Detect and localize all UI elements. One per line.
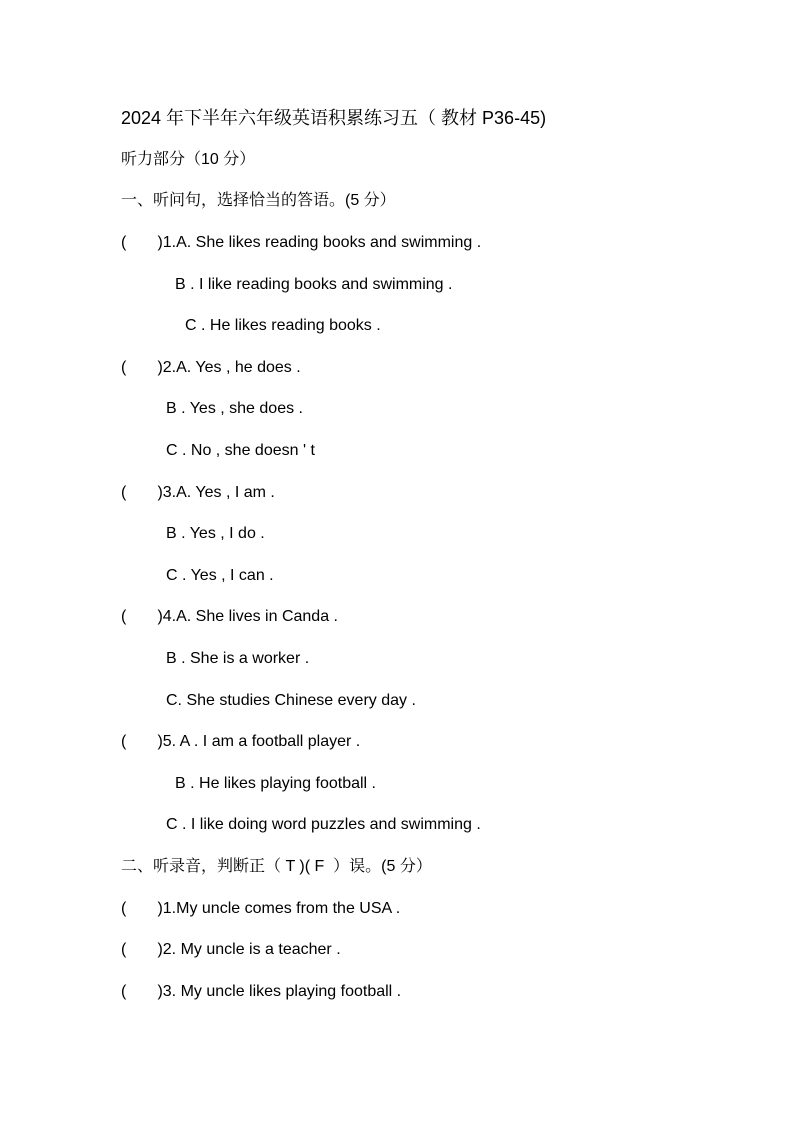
question-1-option-c: C . He likes reading books . (185, 317, 381, 334)
question-3-stem: ( )3.A. Yes , I am . (121, 484, 275, 501)
question-1-option-b: B . I like reading books and swimming . (175, 276, 453, 293)
question-3-option-c: C . Yes , I can . (166, 567, 274, 584)
page-title: 2024 年下半年六年级英语积累练习五（ 教材 P36-45) (121, 108, 547, 128)
question-5-option-b: B . He likes playing football . (175, 775, 376, 792)
question-2-option-c: C . No , she doesn ' t (166, 442, 315, 459)
section1-heading: 一、听问句，选择恰当的答语。(5 分） (121, 192, 396, 209)
question-2-option-b: B . Yes , she does . (166, 400, 303, 417)
judgement-item-1: ( )1.My uncle comes from the USA . (121, 900, 401, 917)
question-5-stem: ( )5. A . I am a football player . (121, 733, 361, 750)
question-4-stem: ( )4.A. She lives in Canda . (121, 608, 338, 625)
judgement-item-2: ( )2. My uncle is a teacher . (121, 941, 341, 958)
question-3-option-b: B . Yes , I do . (166, 525, 265, 542)
listening-header: 听力部分（10 分） (121, 151, 256, 168)
section2-heading: 二、听录音，判断正（ T )( F ）误。(5 分） (121, 858, 432, 875)
question-4-option-c: C. She studies Chinese every day . (166, 692, 416, 709)
question-2-stem: ( )2.A. Yes , he does . (121, 359, 301, 376)
judgement-item-3: ( )3. My uncle likes playing football . (121, 983, 402, 1000)
question-4-option-b: B . She is a worker . (166, 650, 310, 667)
question-5-option-c: C . I like doing word puzzles and swimming . (166, 816, 481, 833)
question-1-stem: ( )1.A. She likes reading books and swimming . (121, 234, 482, 251)
